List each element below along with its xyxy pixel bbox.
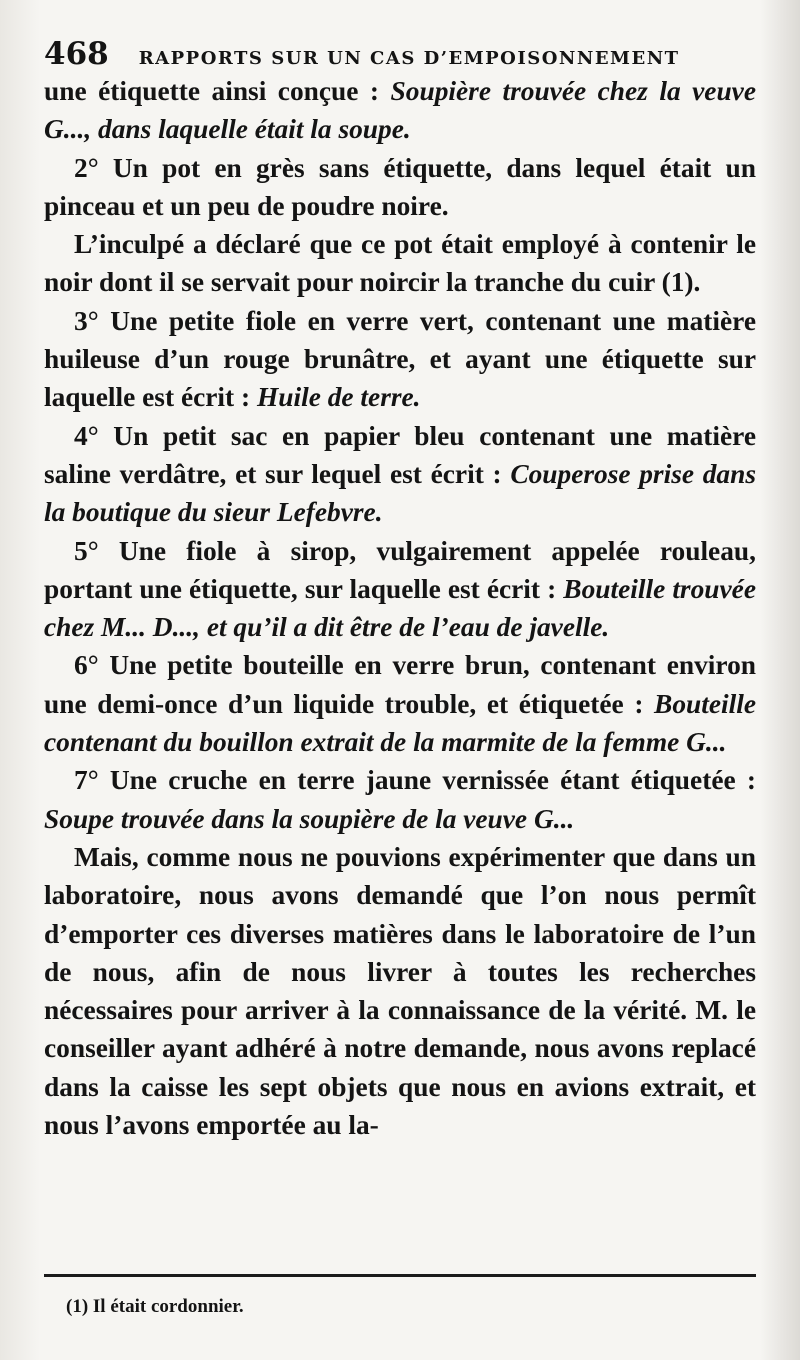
paragraph-5-italic: Couperose prise dans la boutique du sieur Lefebvre. — [44, 458, 756, 528]
paragraph-3-text: L’inculpé a déclaré que ce pot était employé à contenir le noir dont il se servait pour noircir la tranche du cuir (1). — [44, 229, 756, 298]
paragraph-7-text: 6° Une petite bouteille en verre brun, contenant environ une demi-once d’un liquide trouble, et étiquetée : — [44, 650, 756, 719]
running-head: RAPPORTS SUR UN CAS D’EMPOISONNEMENT — [138, 48, 680, 69]
paragraph-7 — [44, 646, 756, 761]
paragraph-6 — [44, 532, 756, 647]
paragraph-1-text: une étiquette ainsi conçue : — [44, 76, 391, 106]
paragraph-6-italic: Bouteille trouvée chez M... D..., et qu’il a dit être de l’eau de javelle. — [44, 573, 756, 643]
paragraph-9-text: Mais, comme nous ne pouvions expérimenter que dans un laboratoire, nous avons demandé que l’on nous permît d’emporter ces diverses matières dans le laboratoire de l’un de nous, afin de nous livrer à toutes les recherches nécessaires pour arriver à la connaissance de la vérité. M. le conseiller ayant adhéré à notre demande, nous avons replacé dans la caisse les sept objets que nous en avions extrait, et nous l’avons emportée au la- — [44, 841, 756, 1141]
page-number: 468 — [44, 36, 109, 72]
paragraph-4-italic: Huile de terre. — [256, 382, 421, 413]
page-header — [44, 36, 754, 72]
paragraph-8-italic: Soupe trouvée dans la soupière de la veuve G... — [44, 803, 575, 834]
paragraph-6-text: 5° Une fiole à sirop, vulgairement appelée rouleau, portant une étiquette, sur laquelle est écrit : — [44, 535, 756, 604]
paragraph-5-text: 4° Un petit sac en papier bleu contenant une matière saline verdâtre, et sur lequel est écrit : — [44, 420, 756, 489]
paragraph-8 — [44, 761, 756, 838]
paragraph-2-text: 2° Un pot en grès sans étiquette, dans lequel était un pinceau et un peu de poudre noire. — [44, 152, 756, 221]
paragraph-1-italic: Soupière trouvée chez la veuve G..., dans laquelle était la soupe. — [44, 76, 756, 145]
footnote-rule — [44, 1274, 756, 1277]
footnote: (1) Il était cordonnier. — [66, 1296, 244, 1317]
paragraph-4 — [44, 302, 756, 417]
paragraph-7-italic: Bouteille contenant du bouillon extrait de la marmite de la femme G... — [44, 688, 756, 758]
paragraph-5 — [44, 417, 756, 532]
body-text — [44, 72, 756, 1144]
paragraph-4-text: 3° Une petite fiole en verre vert, contenant une matière huileuse d’un rouge brunâtre, et ayant une étiquette sur laquelle est écrit : — [44, 305, 756, 413]
paragraph-2 — [44, 149, 756, 226]
paragraph-1 — [44, 72, 756, 149]
paragraph-3 — [44, 225, 756, 302]
paragraph-8-text: 7° Une cruche en terre jaune vernissée étant étiquetée : — [74, 765, 756, 796]
paragraph-9 — [44, 838, 756, 1144]
